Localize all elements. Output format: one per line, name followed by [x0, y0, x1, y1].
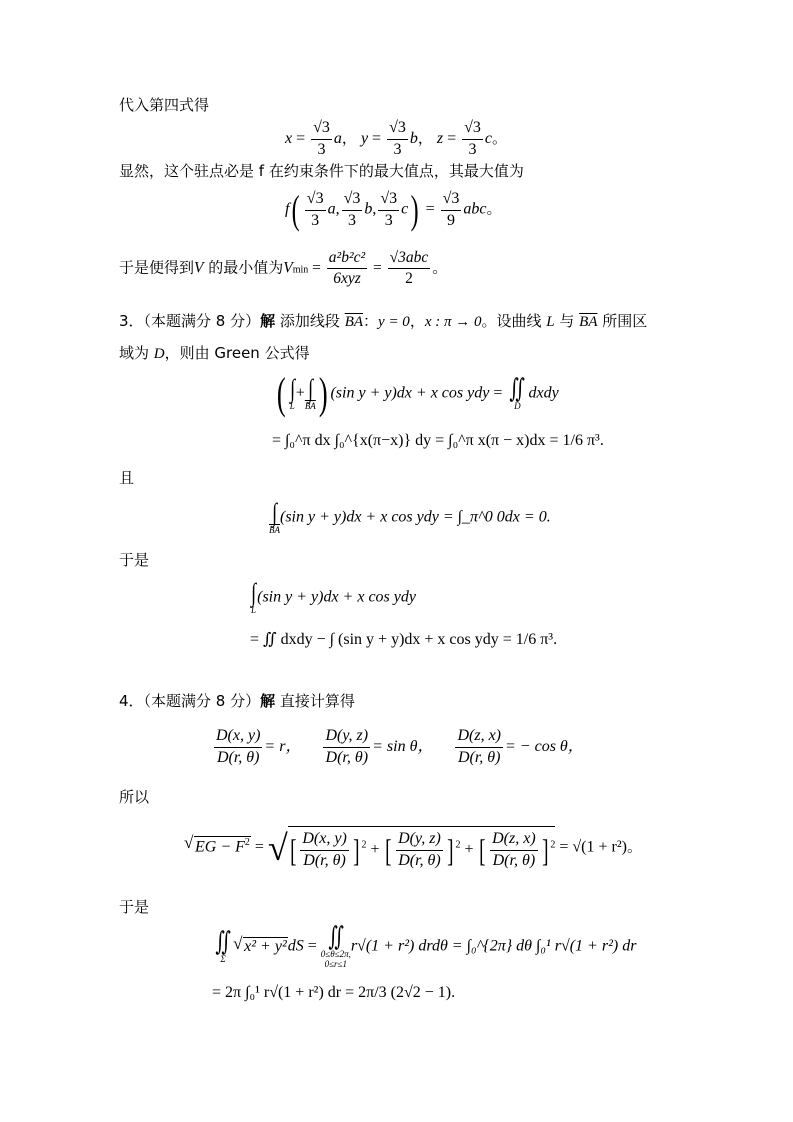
frac-num: √3 [305, 191, 326, 211]
var-a: a [327, 200, 336, 218]
expr-xpi: x : π → 0 [424, 314, 482, 330]
jie-label: 解 [260, 692, 276, 710]
paragraph-substitute: 代入第四式得 [119, 96, 210, 114]
frac-den: D(r, θ) [492, 851, 536, 869]
frac-num: D(z, x) [490, 831, 538, 851]
period: 。 [486, 199, 502, 218]
var-b: b [409, 129, 418, 147]
text: ，则由 Green 公式得 [164, 344, 310, 362]
section-4-label: 4．（本题满分 8 分） [119, 692, 261, 710]
paragraph-vmin: 于是便得到V 的最小值为Vmin = a²b²c² 6xyz = √3abc 2 。 [119, 249, 448, 288]
var-b: b [364, 200, 373, 218]
frac-num: √3abc [388, 250, 431, 269]
jacobian-xy [214, 728, 262, 767]
comma: ， [341, 128, 357, 147]
fraction-sqrt3-over-3 [387, 120, 408, 159]
equation-ba-integral [269, 500, 551, 536]
right-paren: ) [410, 187, 419, 232]
section-3-line2 [119, 346, 310, 362]
value: = r， [264, 737, 302, 755]
text-mid: 的最小值为 [203, 258, 284, 277]
text: 与 [554, 312, 580, 330]
double-integral-sigma: ∬ Σ [215, 926, 231, 964]
period: 。 [432, 258, 448, 277]
lim: D [514, 401, 521, 412]
var-x: x [285, 129, 293, 147]
integrand: (sin y + y)dx + x cos ydy [330, 384, 490, 402]
frac-num: √3 [378, 191, 399, 211]
func-f: f [285, 200, 290, 218]
text-therefore: 所以 [119, 788, 150, 806]
value: = sin θ， [372, 737, 434, 755]
text-prefix: 于是便得到 [119, 258, 195, 277]
frac-num: √3 [311, 120, 332, 140]
var-Vmin: V [283, 259, 293, 277]
text-thus-2: 于是 [119, 898, 150, 916]
frac-num: √3 [462, 120, 483, 140]
frac-num: D(x, y) [300, 831, 348, 851]
frac-den: D(r, θ) [457, 748, 501, 766]
double-integral-D: ∬ D [509, 374, 526, 412]
result: = √(1 + r²) [559, 838, 627, 856]
section-3-header [119, 314, 647, 330]
left-paren: ( [292, 187, 301, 232]
equation-green: ( ∫ L + ∫ $\overline{BA}$ ) (sin y + y)dx + x cos ydy = ∬ D dxdy [276, 369, 559, 418]
section-3-label: 3．（本题满分 8 分） [119, 312, 261, 330]
text: ， [409, 312, 425, 330]
sqrt-radicand: [ $\frac{D(x, y)}{D(r, \theta)}$ ] $^2$ + [ $\frac{D(y, z)}{D(r, \theta)}$ ] $^2$ + [ $\frac{D(z, x)}{D(r, \theta)}$ ] $^2$ [288, 826, 556, 870]
var-D: D [153, 346, 165, 362]
frac-den: 3 [468, 140, 477, 158]
period: 。 [492, 128, 508, 147]
frac-den: D(r, θ) [303, 851, 346, 869]
var-c: c [401, 200, 409, 218]
integral-BA: ∫ $\overline{BA}$ [304, 374, 316, 412]
equation-surface-result: = 2π ∫₀¹ r√(1 + r²) dr = 2π/3 (2√2 − 1). [212, 984, 456, 1001]
double-integral-region: ∬ 0≤θ≤2π, 0≤r≤1 [320, 922, 351, 969]
integrand: (sin y + y)dx + x cos ydy = ∫_π^0 0dx = 0. [280, 508, 551, 526]
region-r: 0≤r≤1 [324, 958, 347, 969]
frac-den: D(r, θ) [398, 851, 441, 869]
integral-BA: ∫ $\overline{BA}$ [269, 498, 280, 535]
equals: = [447, 129, 457, 147]
lim: Σ [220, 953, 226, 964]
expr-y0: y = 0 [378, 314, 410, 330]
period: 。 [626, 837, 642, 856]
equation-egf: √ EG − $F^2$ = √[ $\frac{D(x, y)}{D(r, \theta)}$ ] $^2$ + [ $\frac{D(y, z)}{D(r, \theta)}$ ] $^2$ + [ $\frac{D(z, x)}{D(r, \theta)}$ ] $^2$ = √(1 + r²)。 [185, 826, 642, 870]
text-and: 且 [119, 469, 135, 487]
frac-den: 3 [384, 211, 393, 229]
text: 添加线段 [275, 312, 345, 330]
text: 所围区 [597, 312, 648, 330]
right-paren: ) [318, 369, 328, 418]
sqrt-egf: √ EG − $F^2$ [185, 836, 251, 855]
frac-num: √3 [441, 191, 462, 211]
text-thus: 于是 [119, 551, 150, 569]
var-c: c [484, 129, 493, 147]
equation-green-calc: = ∫₀^π dx ∫₀^{x(π−x)} dy = ∫₀^π x(π − x)dx = 1/6 π³. [272, 432, 604, 449]
var-z: z [436, 129, 444, 147]
integral-L: ∫ L [251, 578, 257, 615]
equals: = [372, 129, 382, 147]
lim: L [251, 605, 257, 615]
text: 域为 [119, 344, 154, 362]
frac-den: D(r, θ) [216, 748, 260, 766]
frac-den: D(r, θ) [325, 748, 369, 766]
fraction-sqrt3-over-3 [462, 120, 483, 159]
dS: dS [287, 937, 304, 955]
equation-final: = ∬ dxdy − ∫ (sin y + y)dx + x cos ydy = 1/6 π³. [250, 631, 558, 648]
equation-L-integral [250, 580, 416, 616]
comma: ， [417, 128, 433, 147]
integrand: r√(1 + r²) drdθ = ∫₀^{2π} dθ ∫₀¹ r√(1 + r²) dr [350, 937, 637, 955]
integral-L: ∫ L [289, 374, 295, 412]
text: 。设曲线 [481, 312, 547, 330]
value: = − cos θ， [505, 737, 584, 755]
text: ： [363, 312, 379, 330]
frac-num: D(y, z) [323, 728, 370, 748]
fraction-sqrt3abc-over-2 [388, 250, 431, 288]
frac-num: a²b²c² [327, 250, 367, 269]
jacobian-yz [323, 728, 370, 767]
equals: = [296, 129, 306, 147]
dxdy: dxdy [528, 384, 559, 402]
equation-xyz [285, 120, 507, 159]
section-4-header [119, 694, 355, 709]
fraction-sqrt3-over-3 [378, 191, 399, 230]
lim: $\overline{BA}$ [304, 401, 316, 412]
fraction-sqrt3-over-3 [342, 191, 363, 230]
frac-num: D(z, x) [455, 728, 503, 748]
integrand: (sin y + y)dx + x cos ydy [257, 588, 416, 606]
fraction-sqrt3-over-3 [305, 191, 326, 230]
frac-num: √3 [342, 191, 363, 211]
frac-den: 3 [317, 140, 326, 158]
expr: EG − F [195, 838, 245, 856]
var-V: V [194, 259, 204, 277]
var-L: L [546, 314, 555, 330]
frac-den: 9 [446, 211, 455, 229]
var-y: y [360, 129, 369, 147]
fraction-sqrt3-over-3 [311, 120, 332, 159]
frac-num: D(x, y) [214, 728, 262, 748]
var-a: a [333, 129, 342, 147]
jacobian-zx [455, 728, 503, 767]
frac-den: 3 [311, 211, 320, 229]
region-theta: 0≤θ≤2π, [320, 949, 351, 959]
integrand: x² + y² [244, 937, 287, 955]
paragraph-obviously: 显然，这个驻点必是 f 在约束条件下的最大值点，其最大值为 [119, 162, 524, 180]
frac-den: 3 [393, 140, 402, 158]
jie-label: 解 [260, 312, 276, 330]
equation-jacobians [212, 728, 584, 767]
segment-BA: $\overline{BA}$ [344, 314, 364, 330]
equation-fmax: f( $\frac{√3}{3}$ a, $\frac{√3}{3}$ b, $\frac{√3}{3}$ c) = $\frac{√3}{9}$ abc。 [285, 187, 502, 232]
segment-BA: $\overline{BA}$ [579, 314, 598, 330]
text: 直接计算得 [275, 692, 355, 710]
lim: $\overline{BA}$ [269, 525, 280, 535]
frac-den: 3 [347, 211, 356, 229]
equation-surface-integral: ∬ Σ √ x² + y²dS = ∬ 0≤θ≤2π, 0≤r≤1 r√(1 + r²) drdθ = ∫₀^{2π} dθ ∫₀¹ r√(1 + r²) dr [212, 924, 636, 970]
left-paren: ( [276, 369, 286, 418]
frac-den: 2 [405, 270, 413, 288]
var-abc: abc [463, 200, 487, 218]
fraction-sqrt3-over-9 [441, 191, 462, 230]
frac-den: 6xyz [333, 270, 361, 288]
lim: L [289, 401, 295, 412]
frac-num: √3 [387, 120, 408, 140]
frac-num: D(y, z) [396, 831, 443, 851]
equals: = [425, 200, 435, 218]
fraction-a2b2c2-over-6xyz [327, 250, 367, 288]
sub-min: min [292, 264, 309, 276]
